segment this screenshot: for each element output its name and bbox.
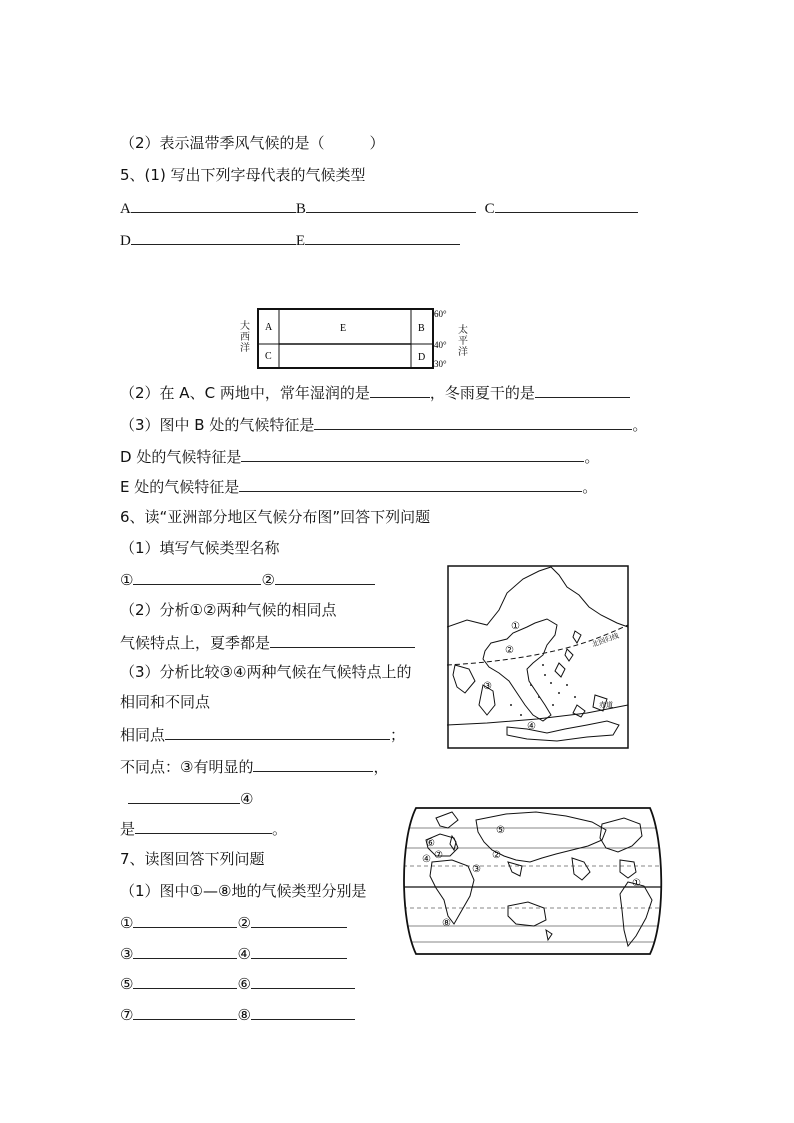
q6-same-text: 相同点 bbox=[120, 726, 166, 744]
label-b: B bbox=[295, 201, 306, 217]
answer-blank-q7-4[interactable] bbox=[251, 943, 347, 959]
cell-e: E bbox=[340, 323, 347, 334]
answer-blank-q7-2[interactable] bbox=[251, 912, 347, 928]
semicolon: ； bbox=[390, 726, 406, 744]
asia-climate-map bbox=[447, 565, 629, 749]
q5-part2-text: （2）在 A、C 两地中，常年湿润的是 bbox=[120, 384, 370, 402]
answer-blank-q6-2[interactable] bbox=[275, 569, 375, 585]
q7-row-7-8 bbox=[120, 1004, 355, 1025]
tropic-label: 北回归线 bbox=[590, 631, 620, 649]
q7-circle-5: ⑤ bbox=[120, 975, 134, 993]
q6-diff-text: 不同点：③有明显的 bbox=[120, 758, 254, 776]
cell-c: C bbox=[265, 351, 272, 362]
q6-part2: （2）分析①②两种气候的相同点 bbox=[120, 601, 337, 619]
q6-title: 6、读“亚洲部分地区气候分布图”回答下列问题 bbox=[120, 508, 431, 526]
cell-d: D bbox=[418, 352, 426, 363]
label-e: E bbox=[295, 233, 306, 249]
q7-row-5-6 bbox=[120, 973, 355, 994]
q7-part1: （1）图中①—⑧地的气候类型分别是 bbox=[120, 882, 367, 900]
answer-blank-e-features[interactable] bbox=[239, 476, 582, 492]
q7-circle-3: ③ bbox=[120, 945, 134, 963]
world-mark-3: ③ bbox=[472, 864, 481, 875]
answer-blank-q6-1[interactable] bbox=[133, 569, 261, 585]
map-mark-4: ④ bbox=[527, 721, 536, 732]
q7-circle-6: ⑥ bbox=[237, 975, 251, 993]
q7-row-3-4 bbox=[120, 943, 347, 964]
period: 。 bbox=[272, 820, 288, 838]
answer-blank-q7-6[interactable] bbox=[251, 973, 355, 989]
period: 。 bbox=[582, 478, 598, 496]
circle-2: ② bbox=[261, 571, 275, 589]
q6-is-line bbox=[120, 818, 287, 839]
world-mark-1: ① bbox=[632, 878, 641, 889]
q7-circle-1: ① bbox=[120, 914, 134, 932]
world-mark-6: ⑥ bbox=[426, 838, 435, 849]
cell-b: B bbox=[418, 323, 425, 334]
q6-is-text: 是 bbox=[120, 820, 136, 838]
q5-e-text: E 处的气候特征是 bbox=[120, 478, 240, 496]
comma: ， bbox=[373, 758, 389, 776]
answer-blank-diff4-a[interactable] bbox=[128, 788, 240, 804]
q6-part1: （1）填写气候类型名称 bbox=[120, 539, 280, 557]
answer-blank-d-features[interactable] bbox=[241, 446, 584, 462]
cell-a: A bbox=[265, 322, 273, 333]
answer-blank-diff3[interactable] bbox=[253, 756, 373, 772]
q5-part2 bbox=[120, 382, 630, 403]
world-mark-2: ② bbox=[492, 850, 501, 861]
q7-circle-8: ⑧ bbox=[237, 1006, 251, 1024]
q6-row1 bbox=[120, 569, 375, 590]
q5-d-text: D 处的气候特征是 bbox=[120, 448, 242, 466]
answer-blank-winter-rain[interactable] bbox=[535, 382, 630, 398]
world-mark-5: ⑤ bbox=[496, 825, 505, 836]
q6-summer-line bbox=[120, 632, 415, 653]
q7-circle-4: ④ bbox=[237, 945, 251, 963]
q6-summer-text: 气候特点上，夏季都是 bbox=[120, 634, 271, 652]
answer-blank-c[interactable] bbox=[495, 197, 638, 213]
answer-blank-q7-8[interactable] bbox=[251, 1004, 355, 1020]
q6-same-line bbox=[120, 724, 405, 745]
label-c: C bbox=[484, 201, 495, 217]
answer-blank-a[interactable] bbox=[131, 197, 296, 213]
map-mark-3: ③ bbox=[483, 681, 492, 692]
q5-part3 bbox=[120, 414, 647, 435]
equator-label: 赤道 bbox=[599, 701, 613, 709]
lat-40: 40° bbox=[434, 340, 447, 350]
q5-row2 bbox=[120, 229, 460, 251]
answer-blank-d[interactable] bbox=[131, 229, 296, 245]
q6-part3-line1: （3）分析比较③④两种气候在气候特点上的 bbox=[120, 663, 412, 681]
q7-row-1-2 bbox=[120, 912, 347, 933]
answer-blank-summer[interactable] bbox=[270, 632, 415, 648]
answer-blank-q7-7[interactable] bbox=[133, 1004, 237, 1020]
lat-30: 30° bbox=[434, 359, 447, 369]
q5-row1 bbox=[120, 197, 638, 219]
world-mark-7: ⑦ bbox=[434, 850, 443, 861]
q7-circle-7: ⑦ bbox=[120, 1006, 134, 1024]
lat-60: 60° bbox=[434, 309, 447, 319]
climate-rectangle-diagram bbox=[236, 302, 472, 374]
q5-title: 5、(1) 写出下列字母代表的气候类型 bbox=[120, 166, 366, 184]
pacific-label: 太平洋 bbox=[458, 325, 468, 358]
answer-blank-q7-1[interactable] bbox=[133, 912, 237, 928]
atlantic-label: 大西洋 bbox=[240, 321, 250, 354]
q5-e-line bbox=[120, 476, 597, 497]
world-mark-8: ⑧ bbox=[442, 918, 451, 929]
q5-part2-mid: ，冬雨夏干的是 bbox=[429, 384, 535, 402]
circle-1: ① bbox=[120, 571, 134, 589]
circle-4: ④ bbox=[240, 790, 254, 808]
period: 。 bbox=[584, 448, 600, 466]
map-mark-2: ② bbox=[505, 645, 514, 656]
answer-blank-q7-3[interactable] bbox=[133, 943, 237, 959]
answer-blank-e[interactable] bbox=[305, 229, 460, 245]
period: 。 bbox=[632, 416, 648, 434]
answer-blank-q7-5[interactable] bbox=[133, 973, 237, 989]
q6-diff4-line bbox=[128, 788, 253, 809]
answer-blank-humid[interactable] bbox=[370, 382, 430, 398]
q5-part3-text: （3）图中 B 处的气候特征是 bbox=[120, 416, 315, 434]
q7-title: 7、读图回答下列问题 bbox=[120, 850, 265, 868]
q6-part3-line2: 相同和不同点 bbox=[120, 693, 211, 711]
label-a: A bbox=[120, 201, 131, 217]
q6-diff-line bbox=[120, 756, 388, 777]
answer-blank-b-features[interactable] bbox=[314, 414, 632, 430]
q5-d-line bbox=[120, 446, 599, 467]
q7-circle-2: ② bbox=[237, 914, 251, 932]
q4-part2: （2）表示温带季风气候的是（ ） bbox=[120, 134, 385, 152]
answer-blank-same[interactable] bbox=[165, 724, 390, 740]
answer-blank-diff4-b[interactable] bbox=[135, 818, 272, 834]
map-mark-1: ① bbox=[511, 621, 520, 632]
world-mark-4: ④ bbox=[422, 854, 431, 865]
answer-blank-b[interactable] bbox=[306, 197, 476, 213]
world-climate-map bbox=[396, 800, 670, 962]
label-d: D bbox=[120, 233, 131, 249]
